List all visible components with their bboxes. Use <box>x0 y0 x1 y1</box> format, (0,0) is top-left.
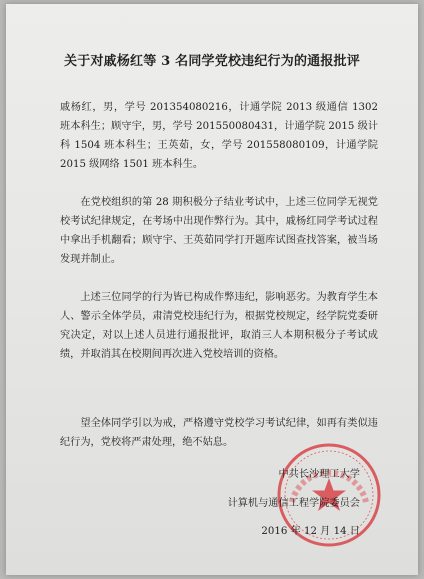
signature-date: 2016 年 12 月 14 日 <box>261 526 360 537</box>
document-title: 关于对戚杨红等 3 名同学党校违纪行为的通报批评 <box>64 54 360 69</box>
paragraph-incident: 在党校组织的第 28 期积极分子结业考试中，上述三位同学无视党校考试纪律规定，在考场中出现作弊行为。其中，戚杨红同学考试过程中拿出手机翻看；顾守宇、王英茹同学打开题库试图查找答案，被当场发现并制止。 <box>60 197 378 265</box>
document-page <box>6 4 418 575</box>
signature-committee-line: 计算机与通信工程学院委员会 <box>227 498 360 509</box>
paragraph-decision: 上述三位同学的行为皆已构成作弊违纪，影响恶劣。为教育学生本人、警示全体学员，肃清党校违纪行为，根据党校规定，经学院党委研究决定，对以上述人员进行通报批评，取消三人本期积极分子考试成绩，并取消其在校期间再次进入党校培训的资格。 <box>60 292 378 360</box>
paragraph-warning: 望全体同学引以为戒，严格遵守党校学习考试纪律，如再有类似违纪行为，党校将严肃处理，绝不姑息。 <box>60 418 378 448</box>
paragraph-students: 戚杨红，男，学号 201354080216，计通学院 2013 级通信 1302 班本科生；顾守宇，男，学号 201550080431，计通学院 2015 级计科 1504 班本科生；王英茹，女，学号 201558080109，计通学院 2015 级网络 1501 班本科生。 <box>60 102 378 170</box>
signature-party-line: 中共长沙理工大学 <box>278 469 360 480</box>
